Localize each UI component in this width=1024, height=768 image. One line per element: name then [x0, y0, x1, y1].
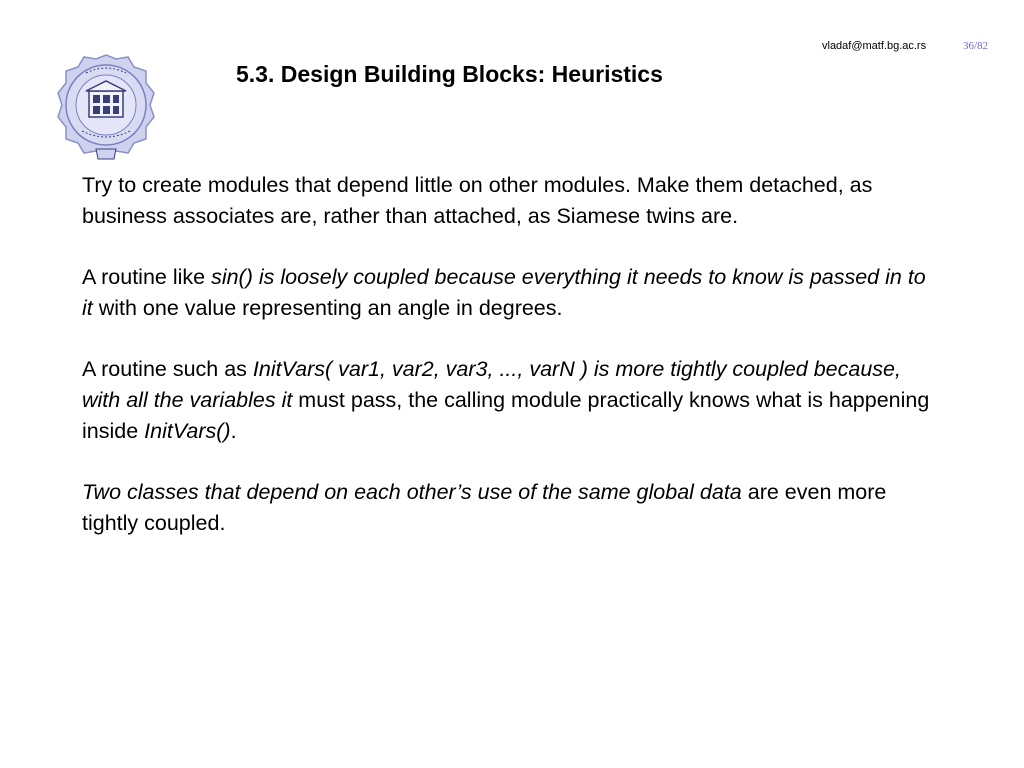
- page-number: 36/82: [963, 40, 989, 52]
- p2-italic-1: sin() is loosely coupled because everything it needs to know is passed in to it: [82, 265, 926, 320]
- p4-text-1: are even more tightly coupled.: [82, 480, 887, 535]
- paragraph-1: Try to create modules that depend little on other modules. Make them detached, as business associates are, rather than attached, as Siamese twins are.: [82, 173, 873, 228]
- paragraph-3: [82, 354, 932, 447]
- p2-text-1: A routine like: [82, 265, 212, 289]
- p2-text-2: with one value representing an angle in degrees.: [92, 296, 563, 320]
- slide-body: [82, 170, 932, 569]
- p4-italic-1: Two classes that depend on each other’s use of the same global data: [82, 480, 742, 504]
- university-seal-icon: [56, 53, 156, 165]
- p3-text-2: must pass, the calling module practically knows what is happening inside: [82, 388, 930, 443]
- slide-title: 5.3. Design Building Blocks: Heuristics: [236, 61, 663, 87]
- p3-text-3: .: [230, 419, 237, 443]
- header-email: vladaf@matf.bg.ac.rs: [822, 40, 927, 52]
- paragraph-2: [82, 262, 932, 324]
- p3-text-1: A routine such as: [82, 357, 253, 381]
- p3-italic-1: InitVars( var1, var2, var3, ..., varN ) is more tightly coupled because, with all the variables it: [82, 357, 901, 412]
- paragraph-4: [82, 477, 932, 539]
- p3-italic-2: InitVars(): [144, 419, 231, 443]
